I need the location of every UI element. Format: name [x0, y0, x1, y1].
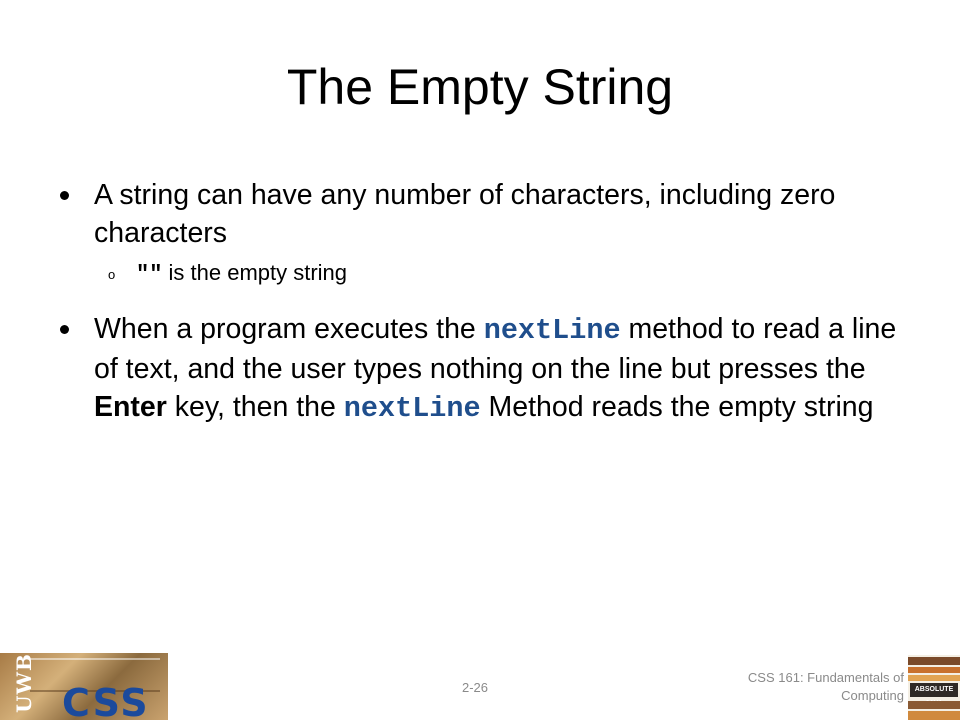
sub-bullet-1: [58, 258, 918, 290]
bullet-2-text-a: When a program executes the: [94, 313, 484, 345]
nextline-code-1: nextLine: [483, 314, 621, 347]
course-name: CSS 161: Fundamentals of Computing: [747, 670, 904, 703]
bullet-dot-icon: [60, 191, 69, 200]
slide-body: [58, 176, 918, 428]
nextline-code-2: nextLine: [343, 392, 481, 425]
slide-title: The Empty String: [286, 59, 674, 115]
page-number: 2-26: [462, 680, 489, 695]
uwb-css-logo: [0, 653, 168, 720]
bullet-2: [58, 310, 918, 428]
absolute-java-book-logo: [908, 655, 960, 720]
bullet-2-text-b: method to read a line of text, and the user types nothing on the line but presses the: [94, 313, 897, 385]
book-stripe: [908, 657, 960, 665]
sub-bullet-1-text: is the empty string: [162, 260, 348, 285]
book-stripe: [908, 667, 960, 673]
bullet-dot-icon: [60, 325, 69, 334]
book-title: ABSOLUTE: [910, 683, 958, 697]
empty-string-code: "": [136, 262, 163, 287]
uwb-logo-text: UWB: [11, 653, 36, 713]
enter-key-text: Enter: [94, 391, 167, 423]
css-logo-text: CSS: [62, 681, 150, 720]
bullet-2-text-d: Method reads the empty string: [480, 391, 874, 423]
bullet-1: [58, 176, 918, 252]
bullet-1-text: A string can have any number of characters, including zero characters: [94, 179, 836, 249]
bullet-2-text-c: key, then the: [166, 391, 344, 423]
book-stripe: [908, 675, 960, 681]
book-stripe: [908, 701, 960, 709]
sub-bullet-marker-icon: o: [108, 267, 116, 282]
book-stripe: [908, 711, 960, 720]
